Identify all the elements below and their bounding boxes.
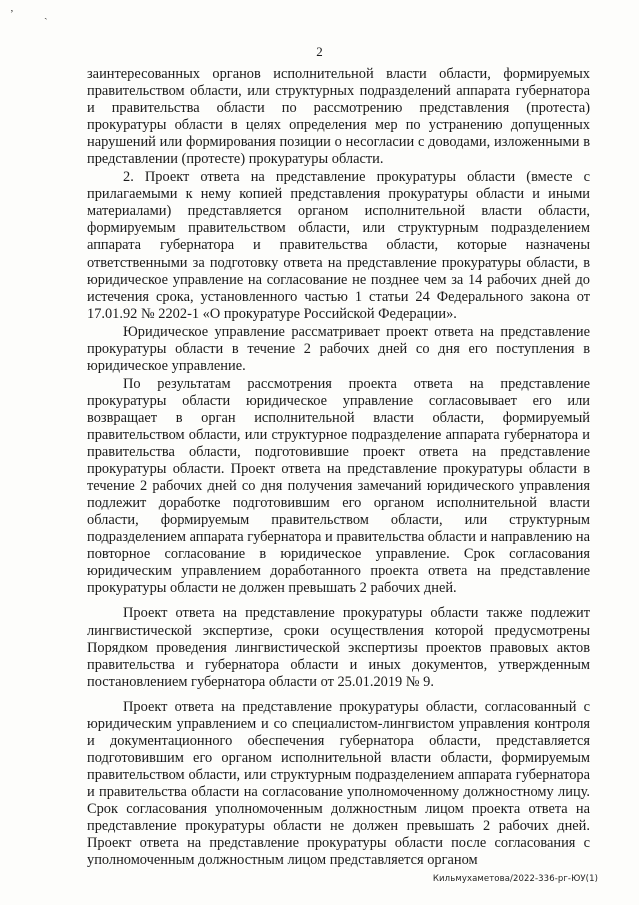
document-body	[87, 66, 590, 869]
paragraph-approval: Проект ответа на представление прокуратуры области, согласованный с юридическим управлением и со специалистом-лингвистом управления контроля и документационного обеспечения губернатора области, представляется подготовившим его органом исполнительной власти области, формируемым правительством области, или структурным подразделением аппарата губернатора и правительства области на согласование уполномоченному должностному лицу. Срок согласования уполномоченным должностным лицом проекта ответа на представление прокуратуры области не должен превышать 2 рабочих дней. Проект ответа на представление прокуратуры области после согласования с уполномоченным должностным лицом представляется органом	[87, 698, 590, 869]
paragraph-continuation: заинтересованных органов исполнительной власти области, формируемых правительством области, или структурных подразделений аппарата губернатора и правительства области по рассмотрению представления (протеста) прокуратуры области в целях определения мер по устранению допущенных нарушений или формирования позиции о несогласии с доводами, изложенными в представлении (протесте) прокуратуры области.	[87, 66, 590, 168]
document-reference: Кильмухаметова/2022-336-рг-ЮУ(1)	[432, 874, 598, 884]
paragraph-linguistic-expertise: Проект ответа на представление прокуратуры области также подлежит лингвистической экспертизе, сроки осуществления которой предусмотрены Порядком проведения лингвистической экспертизы проектов правовых актов правительства и губернатора области и иных документов, утвержденным постановлением губернатора области от 25.01.2019 № 9.	[87, 605, 590, 690]
scan-mark-right: ˎ	[44, 8, 48, 20]
paragraph-review-results: По результатам рассмотрения проекта ответа на представление прокуратуры области юридическое управление согласовывает его или возвращает в орган исполнительной власти области, формируемый правительством области, или структурное подразделение аппарата губернатора и правительства области, подготовившие проект ответа на представление прокуратуры области. Проект ответа на представление прокуратуры области в течение 2 рабочих дней со дня получения замечаний юридического управления подлежит доработке подготовившим его органом исполнительной власти области, формируемым правительством области, или структурным подразделением аппарата губернатора и правительства области и направлению на повторное согласование в юридическое управление. Срок согласования юридическим управлением доработанного проекта ответа на представление прокуратуры области не должен превышать 2 рабочих дней.	[87, 375, 591, 597]
scan-mark-left: ʼ	[10, 8, 14, 20]
paragraph-item-2: 2. Проект ответа на представление прокуратуры области (вместе с прилагаемыми к нему копией представления прокуратуры области и иными материалами) представляется органом исполнительной власти области, формируемым правительством области, или структурным подразделением аппарата губернатора и правительства области, которые назначены ответственными за подготовку ответа на представление прокуратуры области, в юридическое управление на согласование не позднее чем за 14 рабочих дней до истечения срока, установленного частью 1 статьи 24 Федерального закона от 17.01.92 № 2202-1 «О прокуратуре Российской Федерации».	[87, 169, 590, 322]
paragraph-review-term: Юридическое управление рассматривает проект ответа на представление прокуратуры области в течение 2 рабочих дней со дня его поступления в юридическое управление.	[87, 323, 590, 374]
page-number: 2	[316, 44, 323, 59]
